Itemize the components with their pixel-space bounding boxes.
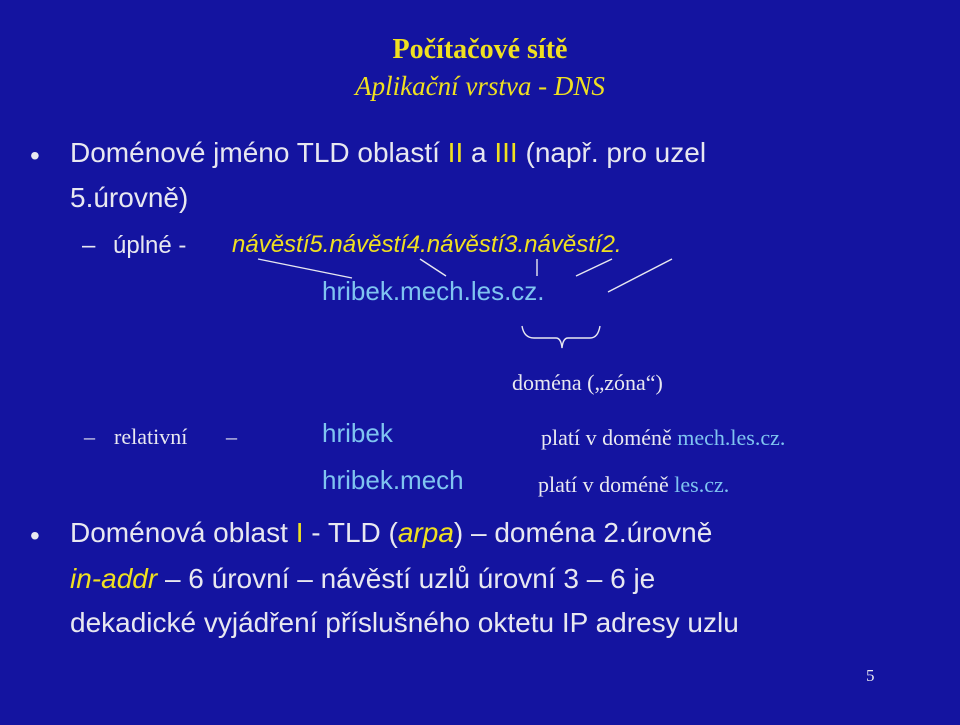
relative-row1-domain: mech.les.cz. [677, 425, 786, 450]
bullet2-line2-rest: – 6 úrovní – návěstí uzlů úrovní 3 – 6 je [157, 563, 656, 594]
bullet1-pre: Doménové jméno TLD oblastí [70, 137, 448, 168]
bullet1-post: (např. pro uzel [517, 137, 707, 168]
bullet1-iii: III [494, 137, 518, 168]
connector-line-5 [608, 259, 672, 292]
bullet-dot: • [30, 140, 40, 171]
bullet1-ii: II [447, 137, 464, 168]
slide-title: Počítačové sítě [392, 34, 568, 65]
bullet2-pre: Doménová oblast [70, 517, 296, 548]
page-number: 5 [866, 666, 875, 685]
relative-row1-prefix: platí v doméně [541, 425, 678, 450]
bullet-dot-2: • [30, 520, 40, 551]
domain-brace [522, 326, 600, 348]
bullet2-line2 [70, 563, 655, 595]
bullet2-arpa: arpa [397, 517, 454, 548]
relative-row2-prefix: platí v doméně [538, 472, 675, 497]
relative-dash: – [84, 424, 95, 449]
bullet2-mid: - TLD ( [303, 517, 398, 548]
relative-dash2: – [226, 424, 237, 449]
relative-row1-name: hribek [322, 418, 393, 448]
full-label: úplné - [113, 232, 187, 259]
bullet2-line3: dekadické vyjádření příslušného oktetu IP adresy uzlu [70, 607, 739, 638]
connector-line-1 [258, 259, 352, 278]
slide-subtitle: Aplikační vrstva - DNS [355, 71, 605, 101]
domain-note: doména („zóna“) [512, 370, 663, 395]
bullet1-line2: 5.úrovně) [70, 182, 189, 213]
connector-line-4 [576, 259, 612, 276]
connector-line-2 [420, 259, 446, 276]
relative-row2-text [538, 472, 729, 498]
full-dash: – [82, 232, 96, 259]
relative-row2-name: hribek.mech [322, 465, 464, 495]
full-labels: návěstí5.návěstí4.návěstí3.návěstí2. [232, 231, 622, 258]
bullet1-mid: a [463, 137, 495, 168]
relative-label: relativní [114, 424, 188, 449]
relative-row2-domain: les.cz. [674, 472, 730, 497]
bullet2-post: ) – doména 2.úrovně [453, 517, 713, 548]
bullet2-i: I [295, 517, 304, 548]
bullet2-line1 [70, 517, 712, 549]
relative-row1-text [541, 425, 785, 451]
bullet2-inaddr: in-addr [70, 563, 158, 594]
full-example: hribek.mech.les.cz. [322, 276, 545, 306]
